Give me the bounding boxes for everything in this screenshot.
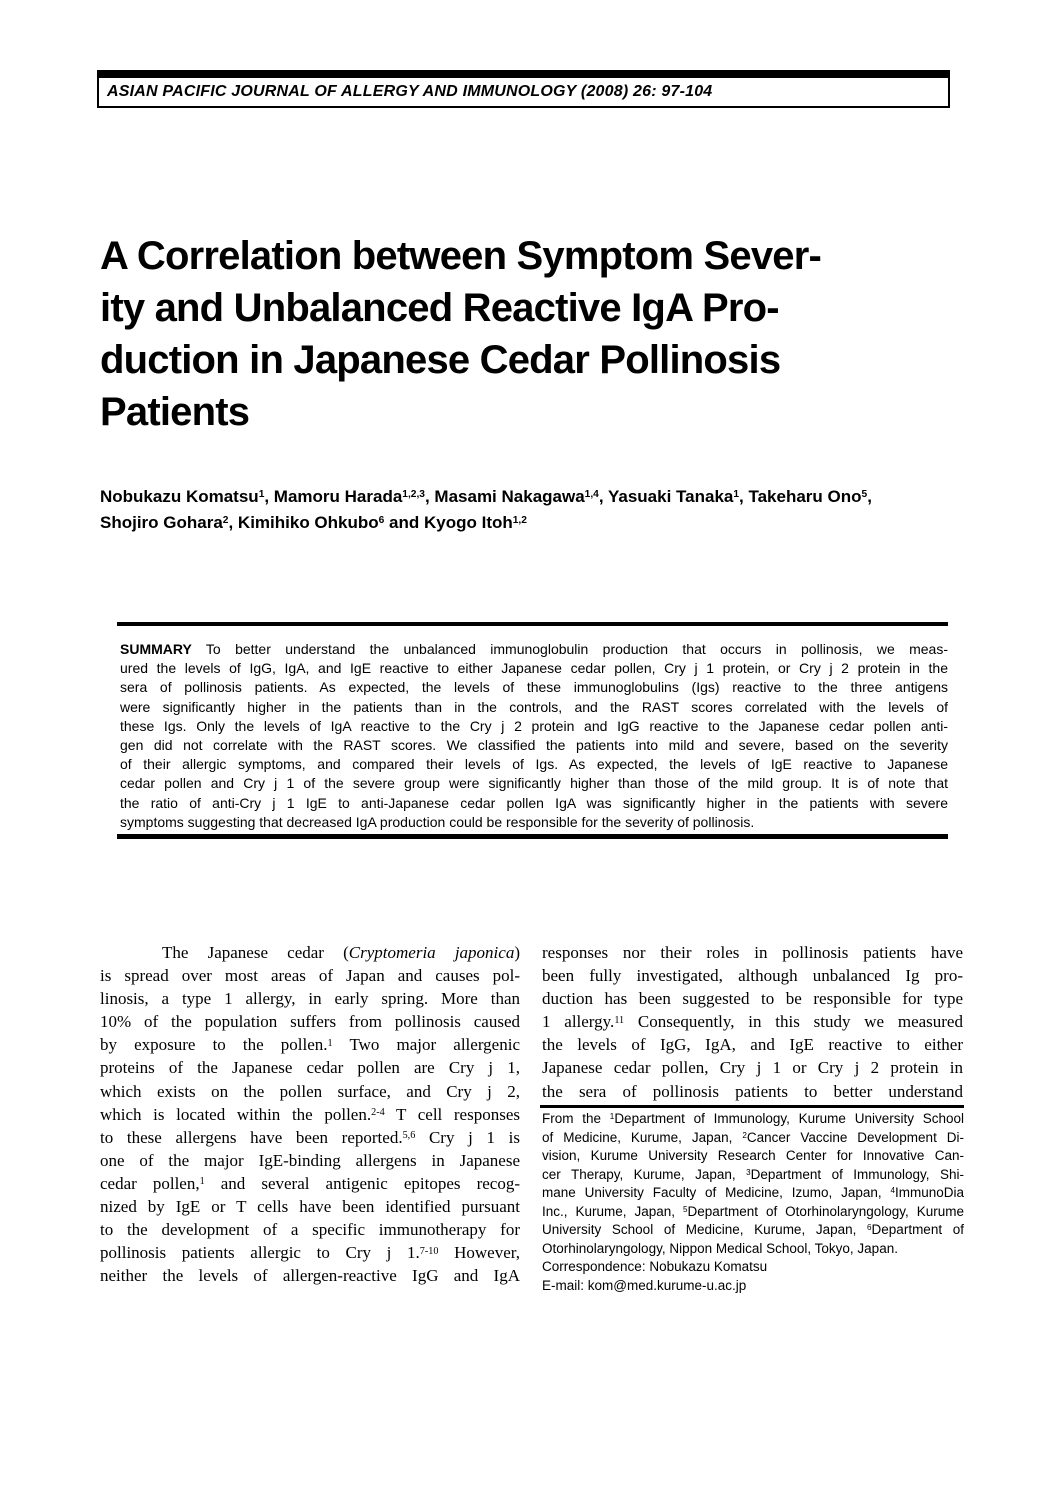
superscript: 4 [890,1186,895,1196]
text-line: The Japanese cedar (Cryptomeria japonica) [162,943,520,962]
superscript: 1 [258,489,265,501]
text-line: responses nor their roles in pollinosis patients have [542,943,963,962]
text-line: the levels of IgG, IgA, and IgE reactive to either [542,1035,963,1055]
text-line: SUMMARY To better understand the unbalanced immunoglobulin production that occurs in pollinosis, we meas- [120,641,948,657]
text-line: neither the levels of allergen-reactive IgG and IgA [100,1266,520,1286]
body-column-left [100,941,520,1287]
text-line: sera of pollinosis patients. As expected, the levels of these immunoglobulins (Igs) reactive to the three antigens [120,679,948,696]
text-line: mane University Faculty of Medicine, Izumo, Japan, $^4$ImmunoDia [542,1185,964,1200]
text-line: Patients [100,390,250,434]
text-line: linosis, a type 1 allergy, in early spring. More than [100,989,520,1009]
superscript: 1 [733,489,740,501]
text-line: A Correlation between Symptom Sever- [100,234,822,278]
abstract-summary [120,640,948,832]
superscript: 5 [682,1204,688,1214]
text-line: duction has been suggested to be responsible for type [542,989,963,1009]
superscript: 1 [199,1176,205,1188]
text-line: From the $^1$Department of Immunology, Kurume University School [542,1111,965,1126]
journal-citation: ASIAN PACIFIC JOURNAL OF ALLERGY AND IMMUNOLOGY (2008) 26: 97-104 [107,83,713,100]
correspondence-line: Correspondence: Nobukazu Komatsu [542,1259,768,1274]
body-column-right [542,941,963,1103]
superscript: 3 [746,1167,751,1177]
italic-text: Cryptomeria japonica [348,943,515,962]
superscript: 1,2,3 [402,489,425,501]
text-line: of Medicine, Kurume, Japan, $^2$Cancer Vaccine Development Di- [542,1129,964,1145]
text-line: University School of Medicine, Kurume, Japan, $^6$Department of [542,1222,964,1237]
text-line: 1 allergy.$^{11}$ Consequently, in this study we measured [542,1012,963,1032]
email-line: E-mail: kom@med.kurume-u.ac.jp [542,1277,747,1293]
text-line: these Igs. Only the levels of IgA reactive to the Cry j 2 protein and IgG reactive to the Japanese cedar pollen anti- [120,717,948,734]
text-line: cer Therapy, Kurume, Japan, $^3$Department of Immunology, Shi- [542,1166,964,1182]
superscript: 6 [378,515,385,527]
text-line: duction in Japanese Cedar Pollinosis [100,338,781,382]
text-line: pollinosis patients allergic to Cry j 1.$^{7-10}$ However, [100,1243,520,1263]
text-line: been fully investigated, although unbalanced Ig pro- [542,966,963,986]
text-line: proteins of the Japanese cedar pollen are Cry j 1, [100,1058,520,1078]
journal-running-head [97,70,950,108]
superscript: 2 [742,1130,747,1140]
text-line: which is located within the pollen.$^{2-4}$ T cell responses [100,1104,520,1124]
superscript: 5 [861,489,868,501]
text-line: one of the major IgE-binding allergens in Japanese [100,1150,520,1170]
text-line: to these allergens have been reported.$^{5,6}$ Cry j 1 is [100,1127,521,1147]
text-line: cedar pollen and Cry j 1 of the severe group were significantly higher than those of the mild group. It is of note that [120,775,948,792]
article-title [100,230,932,438]
text-line: gen did not correlate with the RAST scores. We classified the patients into mild and severe, based on the severity [120,737,948,754]
summary-divider-top [117,622,948,626]
text-line: which exists on the pollen surface, and Cry j 2, [100,1081,520,1101]
affiliations-footnote [542,1110,964,1295]
text-line: the sera of pollinosis patients to better understand [542,1081,963,1101]
bold-text: SUMMARY [120,641,192,657]
text-line: cedar pollen,$^1$ and several antigenic epitopes recog- [100,1173,520,1193]
text-line: were significantly higher in the patients than in the controls, and the RAST scores correlated with the levels of [120,698,948,715]
author-list [100,484,942,536]
superscript: 1 [327,1037,333,1049]
text-line: of their allergic symptoms, and compared their levels of Igs. As expected, the levels of IgE reactive to Japanese [120,756,948,773]
text-line: Japanese cedar pollen, Cry j 1 or Cry j 2 protein in [542,1058,963,1078]
summary-divider-bottom [117,834,948,839]
text-line: is spread over most areas of Japan and causes pol- [100,966,520,986]
text-line: the ratio of anti-Cry j 1 IgE to anti-Japanese cedar pollen IgA was significantly higher in the patients with severe [120,794,948,811]
superscript: 7-10 [419,1245,439,1257]
text-line: Otorhinolaryngology, Nippon Medical School, Tokyo, Japan. [542,1240,898,1256]
superscript: 1 [609,1112,615,1122]
text-line: symptoms suggesting that decreased IgA production could be responsible for the severity of pollinosis. [120,813,755,830]
text-line: Inc., Kurume, Japan, $^5$Department of Otorhinolaryngology, Kurume [542,1203,964,1219]
text-line: vision, Kurume University Research Center for Innovative Can- [542,1148,964,1163]
text-line: ured the levels of IgG, IgA, and IgE reactive to either Japanese cedar pollen, Cry j 1 protein, or Cry j 2 protein in the [120,660,948,677]
text-line: by exposure to the pollen.$^1$ Two major allergenic [100,1035,520,1055]
text-line: Shojiro Gohara$^2$, Kimihiko Ohkubo$^6$ and Kyogo Itoh$^{1,2}$ [100,513,527,532]
text-line: ity and Unbalanced Reactive IgA Pro- [100,286,779,330]
superscript: 2 [222,515,229,527]
superscript: 11 [614,1014,625,1026]
footnote-divider [540,1105,964,1108]
text-line: Nobukazu Komatsu$^1$, Mamoru Harada$^{1,2,3}$, Masami Nakagawa$^{1,4}$, Yasuaki Tanaka$^1$, Takeharu Ono$^5$, [100,487,872,506]
affiliation-lines [542,1110,964,1258]
superscript: 1,2 [512,515,527,527]
superscript: 1,4 [584,489,599,501]
superscript: 2-4 [371,1107,385,1119]
text-line: nized by IgE or T cells have been identified pursuant [100,1197,520,1217]
text-line: to the development of a specific immunotherapy for [100,1220,520,1240]
superscript: 6 [867,1223,872,1233]
superscript: 5,6 [402,1130,416,1142]
text-line: 10% of the population suffers from pollinosis caused [100,1012,520,1032]
